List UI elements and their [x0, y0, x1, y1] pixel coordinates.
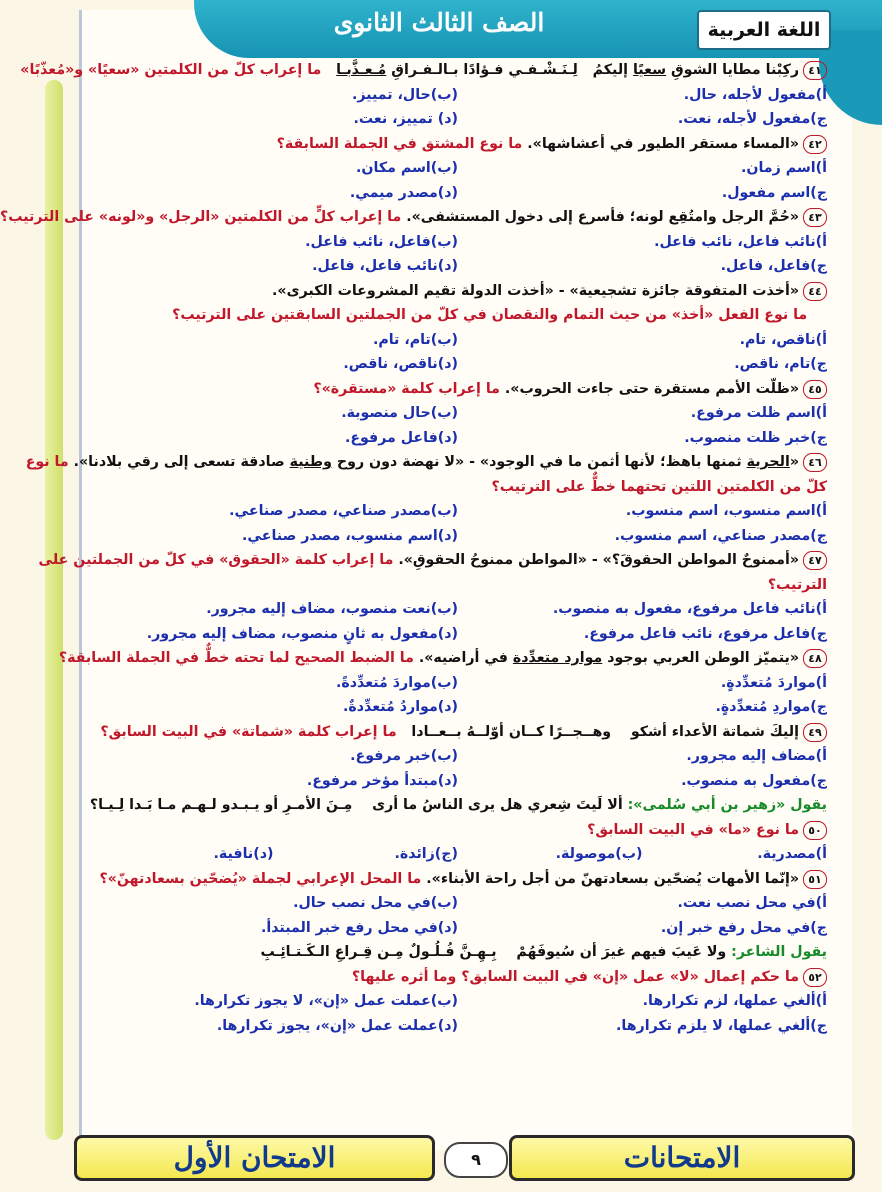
- questions-area: [0, 58, 827, 1038]
- answer-option: أ)اسم منسوب، اسم منسوب.: [625, 503, 827, 519]
- answer-option: (د)في محل رفع خبر المبتدأ.: [260, 919, 458, 936]
- answer-option: (د)عملت عمل «إن»، يجوز تكرارها.: [216, 1017, 458, 1034]
- answer-option: أ)نائب فاعل مرفوع، مفعول به منصوب.: [552, 601, 827, 617]
- answer-option: ج)في محل رفع خبر إن.: [660, 919, 827, 936]
- answer-option: (د)اسم منسوب، مصدر صناعي.: [242, 527, 458, 544]
- answer-option: ج)ألغي عملها، لا يلزم تكرارها.: [616, 1017, 827, 1034]
- answer-option: (ب)في محل نصب حال.: [293, 895, 458, 911]
- question-line: ٤٣«حُمَّ الرجل وامتُقِع لونه؛ فأسرع إلى دخول المستشفى». ما إعراب كلٍّ من الكلمتين «الرجل» و«لونه» على الترتيب؟: [89, 205, 827, 230]
- question-line: ٤٤«أخذت المتفوقة جائزة تشجيعية» - «أخذت الدولة تقيم المشروعات الكبرى».: [89, 279, 827, 304]
- question-number: ٤٥: [803, 380, 827, 399]
- question-line: ٤٢«المساء مستقر الطيور في أعشاشها». ما نوع المشتق في الجملة السابقة؟: [89, 132, 827, 157]
- answer-options-row: [89, 524, 827, 549]
- answer-option: (د)مصدر ميمي.: [349, 184, 458, 201]
- answer-options-row: [89, 352, 827, 377]
- answer-option: (د) تمييز، نعت.: [353, 111, 458, 127]
- question-number: ٤٧: [803, 551, 827, 570]
- answer-option: أ)في محل نصب نعت.: [677, 895, 827, 911]
- answer-option: (ب)اسم مكان.: [356, 160, 458, 176]
- answer-option: (ب)نعت منصوب، مضاف إليه مجرور.: [206, 601, 458, 617]
- answer-option: (د)نافية.: [213, 846, 274, 862]
- answer-options-row: [89, 622, 827, 647]
- answer-option: (ب)مواردَ مُتعدِّدةً.: [336, 674, 458, 691]
- answer-option: (ب)عملت عمل «إن»، لا يجوز تكرارها.: [194, 993, 458, 1009]
- answer-option: (ب)حال، تمييز.: [351, 86, 458, 103]
- answer-option: (ب)تام، تام.: [372, 331, 458, 348]
- question-line: يقول الشاعر: ولا عَيبَ فيهم غيرَ أن سُيوفَهُمْ بِـهِـنَّ فُـلُـولٌ مِـن قِـراعِ الـكَـتـائِـبِ: [260, 944, 827, 960]
- answer-option: ج)فاعل، فاعل.: [720, 258, 827, 274]
- footer-exam-title: الامتحان الأول: [74, 1135, 435, 1181]
- answer-options-row: [89, 181, 827, 206]
- answer-options-row: [89, 597, 827, 622]
- answer-option: أ)مضاف إليه مجرور.: [686, 748, 827, 764]
- answer-option: (د)فاعل مرفوع.: [344, 429, 458, 446]
- answer-options-row: [89, 695, 827, 720]
- answer-option: ج)تام، ناقص.: [734, 356, 827, 372]
- answer-option: (د)مفعول به ثانٍ منصوب، مضاف إليه مجرور.: [146, 625, 458, 642]
- answer-option: أ)مصدرية.: [757, 846, 827, 862]
- answer-option: ج)مصدر صناعي، اسم منسوب.: [614, 527, 827, 544]
- question-number: ٤٩: [803, 723, 827, 742]
- question-line: الترتيب؟: [767, 576, 827, 593]
- answer-option: (ب)مصدر صناعي، مصدر صناعي.: [229, 503, 458, 519]
- answer-option: أ)اسم زمان.: [740, 160, 827, 176]
- question-number: ٥١: [803, 870, 827, 889]
- question-number: ٤٤: [803, 282, 827, 301]
- question-line: ٥٠ما نوع «ما» في البيت السابق؟: [89, 818, 827, 843]
- question-line: ما نوع الفعل «أخذ» من حيث التمام والنقصان في كلّ من الجملتين السابقتين على الترتيب؟: [172, 307, 808, 323]
- subject-label: اللغة العربية: [697, 10, 831, 50]
- answer-option: (د)مبتدأ مؤخر مرفوع.: [306, 772, 458, 789]
- question-line: ٤١ركِبْنا مطايا الشوقِ سعيًا إليكمُ لِـنَـشْـفـي فـؤادًا بـالـفـراقِ مُـعـذَّبـا ما إعراب كلّ من الكلمتين «سعيًا» و«مُعذّبًا»: [89, 58, 827, 83]
- answer-option: أ)مواردَ مُتعدِّدةٍ.: [720, 674, 827, 691]
- answer-options-row: [89, 1014, 827, 1039]
- answer-options-row: [89, 83, 827, 108]
- answer-options-row: [89, 426, 827, 451]
- side-ribbon: [45, 80, 63, 1140]
- question-line: ٤٩إليكَ شماتة الأعداء أشكو وهــجــرًا كــان أوّلــهُ بــعــادا ما إعراب كلمة «شماتة» في البيت السابق؟: [89, 720, 827, 745]
- answer-options-row: [89, 744, 827, 769]
- answer-options-row: [89, 254, 827, 279]
- question-line: ٤٨«يتميّز الوطن العربي بوجود موارد متعدِّدة في أراضيه». ما الضبط الصحيح لما تحته خطٌّ في الجملة السابقة؟: [89, 646, 827, 671]
- question-number: ٤٦: [803, 453, 827, 472]
- answer-options-row: [89, 107, 827, 132]
- answer-option: (ب)خبر مرفوع.: [350, 748, 458, 764]
- answer-options-row: [89, 989, 827, 1014]
- question-number: ٤١: [803, 61, 827, 80]
- answer-option: ج)خبر ظلت منصوب.: [684, 429, 827, 446]
- page-number: ٩: [444, 1142, 508, 1178]
- question-line: يقول «زهير بن أبي سُلمى»: ألا لَيتَ شِعري هل يرى الناسُ ما أرى مِـنَ الأمـرِ أو يـبـدو لـهـم مـا بَـدا لِـيـا؟: [89, 797, 827, 813]
- footer-exams-label: الامتحانات: [509, 1135, 855, 1181]
- answer-option: ج)مفعول لأجله، نعت.: [677, 111, 827, 127]
- answer-options-row: [89, 328, 827, 353]
- question-line: ٥٢ما حكم إعمال «لا» عمل «إن» في البيت السابق؟ وما أثره عليها؟: [89, 965, 827, 990]
- answer-options-row: [89, 499, 827, 524]
- answer-option: (د)مواردُ مُتعدِّدةٌ.: [342, 699, 458, 715]
- grade-title: الصف الثالث الثانوى: [333, 8, 545, 37]
- answer-option: (ب)فاعل، نائب فاعل.: [305, 233, 458, 250]
- question-line: ٥١«إنّما الأمهات يُضحّين بسعادتهنّ من أجل راحة الأبناء». ما المحل الإعرابي لجملة «يُضحّين بسعادتهنّ»؟: [89, 867, 827, 892]
- question-line: كلّ من الكلمتين اللتين تحتهما خطٌّ على الترتيب؟: [491, 478, 827, 495]
- question-number: ٥٠: [803, 821, 827, 840]
- question-line: ٤٧«أممنوحٌ المواطن الحقوقَ؟» - «المواطن ممنوحُ الحقوقِ». ما إعراب كلمة «الحقوق» في كلّ من الجملتين على: [89, 548, 827, 573]
- answer-option: ج)مفعول به منصوب.: [681, 772, 827, 789]
- answer-option: (ب)حال منصوبة.: [341, 405, 458, 421]
- answer-option: (ب)موصولة.: [555, 846, 643, 862]
- answer-option: أ)نائب فاعل، نائب فاعل.: [654, 233, 827, 250]
- answer-options-row: [89, 769, 827, 794]
- answer-option: أ)اسم ظلت مرفوع.: [690, 405, 827, 421]
- answer-options-row: [89, 842, 827, 867]
- answer-option: ج)مواردِ مُتعدِّدةٍ.: [715, 699, 827, 715]
- answer-option: أ)ناقص، تام.: [739, 331, 827, 348]
- answer-option: أ)ألغي عملها، لزم تكرارها.: [642, 993, 827, 1009]
- answer-options-row: [89, 671, 827, 696]
- question-number: ٤٨: [803, 649, 827, 668]
- answer-option: (د)ناقص، ناقص.: [343, 356, 458, 372]
- answer-option: (د)نائب فاعل، فاعل.: [312, 258, 458, 274]
- answer-options-row: [89, 916, 827, 941]
- answer-options-row: [89, 891, 827, 916]
- answer-option: أ)مفعول لأجله، حال.: [683, 86, 827, 103]
- question-number: ٤٢: [803, 135, 827, 154]
- answer-option: ج)اسم مفعول.: [721, 184, 827, 201]
- question-number: ٥٢: [803, 968, 827, 987]
- answer-options-row: [89, 230, 827, 255]
- answer-option: (ج)زائدة.: [394, 846, 458, 862]
- answer-option: ج)فاعل مرفوع، نائب فاعل مرفوع.: [583, 625, 827, 642]
- question-number: ٤٣: [803, 208, 827, 227]
- answer-options-row: [89, 156, 827, 181]
- question-line: ٤٥«ظلّت الأمم مستقرة حتى جاءت الحروب». ما إعراب كلمة «مستقرة»؟: [89, 377, 827, 402]
- question-line: ٤٦«الحرية ثمنها باهظ؛ لأنها أثمن ما في الوجود» - «لا نهضة دون روح وطنية صادقة تسعى إلى رقي بلادنا». ما نوع: [89, 450, 827, 475]
- answer-options-row: [89, 401, 827, 426]
